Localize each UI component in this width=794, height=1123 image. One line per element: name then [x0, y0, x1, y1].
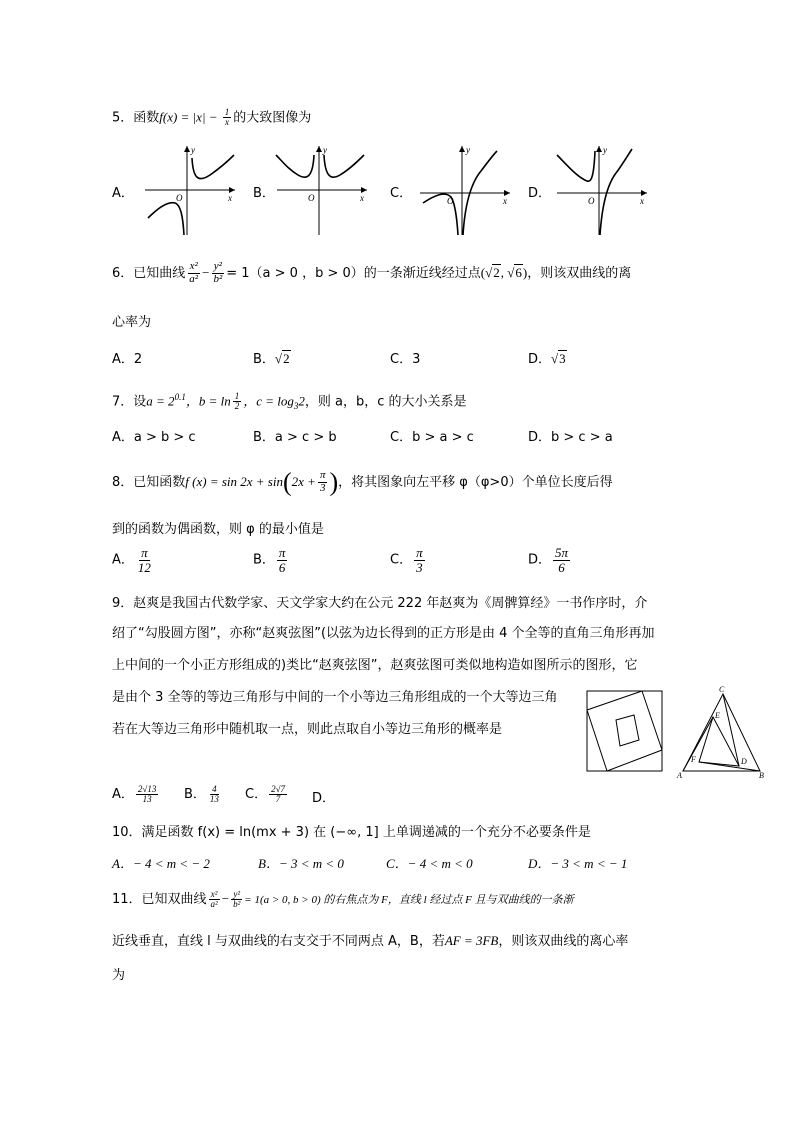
label-f: F: [691, 755, 696, 764]
q10-stem: 10．满足函数 f(x) = ln(mx + 3) 在 (−∞, 1] 上单调递减的一个充分不必要条件是: [112, 825, 591, 840]
equilateral-triangle-figure: [675, 684, 770, 779]
q8-option-b: B． $\frac{\pi}{6}$: [253, 545, 286, 575]
x-axis-label: x: [360, 193, 364, 203]
q9-line4: 是由个 3 全等的等边三角形与中间的一个小等边三角形组成的一个大等边三角: [112, 690, 558, 705]
y-axis-label: y: [191, 145, 195, 155]
vector-equation: AF = 3FB: [444, 933, 499, 948]
q9-option-d: D．: [312, 791, 336, 806]
q10-option-b: B．− 3 < m < 0: [258, 856, 344, 871]
q11-stem: 11．已知双曲线 $\frac{\text{x²}}{\text{a²}}$ − $\frac{\text{y²}}{\text{b²}}$ = 1(a > 0, b > 0) 的右焦点为 F，直线 l 经过点 F 且与双曲线的一条渐: [112, 888, 574, 909]
label-a: A: [677, 771, 682, 779]
label-b: B: [759, 771, 764, 779]
origin-label: O: [588, 196, 595, 206]
q9-option-b: B． $\frac{4}{13}$: [184, 783, 219, 804]
label-e: E: [715, 711, 720, 720]
origin-label: O: [308, 193, 315, 203]
q9-line2: 绍了“勾股圆方图”，亦称“赵爽弦图”(以弦为边长得到的正方形是由 4 个全等的直角三角形再加: [112, 626, 655, 641]
q8-stem: 8．已知函数f (x) = sin 2x + sin(2x + $\frac{\pi}{3}$ )，将其图象向左平移 φ（φ>0）个单位长度后得: [112, 467, 613, 497]
x-axis-label: x: [503, 196, 507, 206]
origin-label: O: [176, 193, 183, 203]
q6-option-c: C．3: [390, 352, 421, 367]
y-axis-label: y: [323, 145, 327, 155]
q5-stem: 5．函数f(x) = |x| − $\frac{1}{x}$ 的大致图像为: [112, 107, 312, 128]
q7-option-b: B．a > c > b: [253, 430, 337, 445]
q10-option-d: D．− 3 < m < − 1: [528, 856, 628, 871]
q9-option-c: C． $\frac{2√7}{7}$: [245, 783, 286, 804]
x-axis-label: x: [640, 196, 644, 206]
q9-option-a: A． $\frac{2√13}{13}$: [112, 783, 157, 804]
q6-stem-line2: 心率为: [112, 315, 152, 330]
q11-stem-line2: 近线垂直，直线 l 与双曲线的右支交于不同两点 A，B，若AF = 3FB，则该双曲线的离心率: [112, 933, 629, 949]
q5-graph-c: [415, 143, 515, 238]
q7-option-d: D．b > c > a: [528, 430, 613, 445]
q8-stem-line2: 到的函数为偶函数，则 φ 的最小值是: [112, 522, 324, 537]
y-axis-label: y: [603, 145, 607, 155]
q5-option-d-label: D．: [528, 186, 552, 201]
q9-line5: 若在大等边三角形中随机取一点，则此点取自小等边三角形的概率是: [112, 722, 503, 737]
q7-stem: 7．设$a = 2^{0.1}$，b = ln $\frac{1}{2}$ ，$c = \log_32$，则 a，b，c 的大小关系是: [112, 390, 467, 412]
q7-option-a: A．a > b > c: [112, 430, 196, 445]
q7-option-c: C．b > a > c: [390, 430, 474, 445]
q6-stem: 6．已知曲线 $\frac{\text{x²}}{\text{a²}}$ − $\frac{\text{y²}}{\text{b²}}$ = 1（a > 0 ，b > 0）的一条渐近线经过点(√2, √6)，则该双曲线的离: [112, 260, 632, 285]
q9-line3: 上中间的一个小正方形组成的)类比“赵爽弦图”，赵爽弦图可类似地构造如图所示的图形，它: [112, 658, 638, 673]
origin-label: O: [447, 196, 454, 206]
q8-option-a: A． $\frac{\pi}{12}$: [112, 545, 151, 575]
q11-stem-line3: 为: [112, 968, 126, 983]
q5-graph-b: [272, 143, 372, 238]
q6-option-a: A．2: [112, 352, 143, 367]
y-axis-label: y: [466, 145, 470, 155]
q6-option-d: D．√3: [528, 351, 566, 367]
q10-option-c: C．− 4 < m < 0: [386, 856, 473, 871]
q5-graph-d: [552, 143, 652, 238]
q5-graph-a: [140, 143, 240, 238]
label-c: C: [719, 685, 725, 694]
q8-option-d: D． $\frac{5\pi}{6}$: [528, 545, 569, 575]
q5-option-c-label: C．: [390, 186, 413, 201]
q9-line1: 9．赵爽是我国古代数学家、天文学家大约在公元 222 年赵爽为《周髀算经》一书作序时，介: [112, 596, 648, 611]
q10-option-a: A．− 4 < m < − 2: [112, 856, 210, 871]
q6-option-b: B．√2: [253, 351, 290, 367]
q5-option-a-label: A．: [112, 186, 134, 201]
x-axis-label: x: [228, 193, 232, 203]
q5-option-b-label: B．: [253, 186, 275, 201]
label-d: D: [741, 757, 747, 766]
q8-option-c: C． $\frac{\pi}{3}$: [390, 545, 423, 575]
zhao-shuang-square-figure: [586, 690, 663, 772]
